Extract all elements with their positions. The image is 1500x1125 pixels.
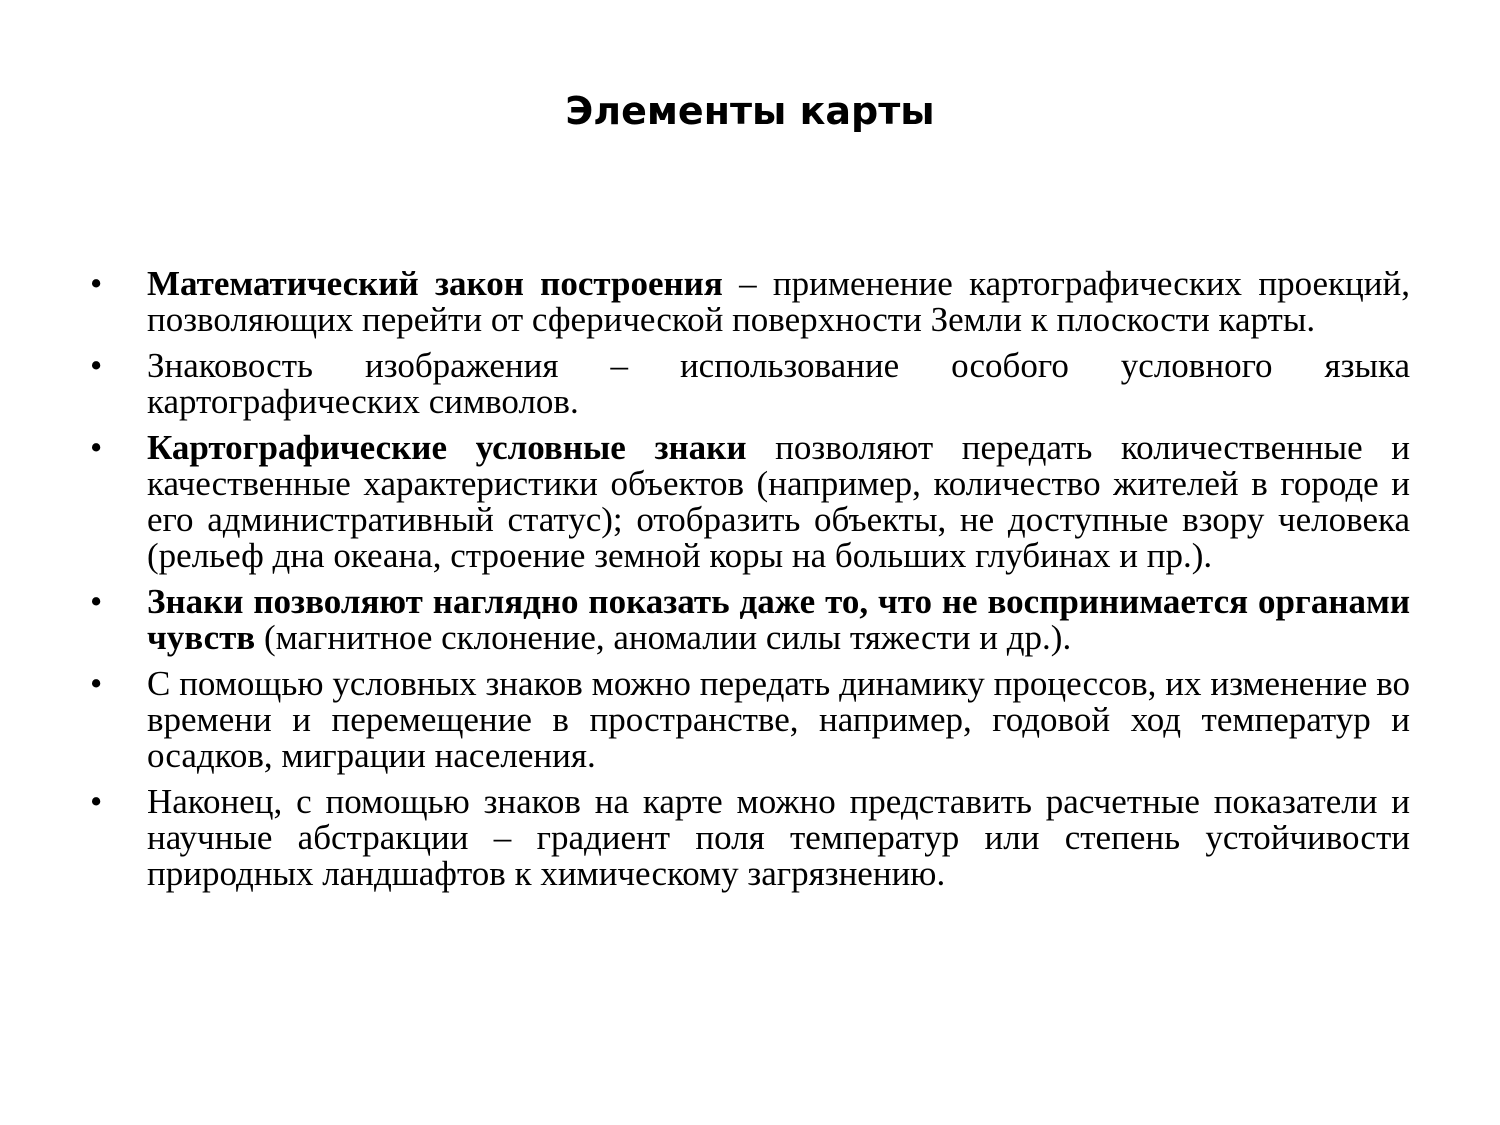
bullet-icon: •: [90, 264, 103, 303]
bullet-text: Наконец, с помощью знаков на карте можно представить расчетные показатели и научные абстракции – градиент поля температур или степень устойчивости природных ландшафтов к химическому загрязнению.: [147, 782, 1410, 893]
bullet-item-conventional-signs: [90, 430, 1410, 574]
bullet-item-dynamics: [90, 666, 1410, 774]
bullet-item-math-law: [90, 266, 1410, 338]
bullet-icon: •: [90, 428, 103, 467]
bullet-bold-text: Математический закон построения: [147, 264, 723, 303]
bullet-text: – применение картографических проекций, позволяющих перейти от сферической поверхности Земли к плоскости карты.: [147, 264, 1410, 339]
bullet-text: (магнитное склонение, аномалии силы тяжести и др.).: [255, 618, 1072, 657]
slide-title: Элементы карты: [565, 89, 935, 133]
bullet-item-sign-nature: [90, 348, 1410, 420]
bullet-bold-text: Знаки позволяют наглядно показать даже то, что не воспринимается органами чувств: [147, 582, 1410, 657]
bullet-icon: •: [90, 346, 103, 385]
bullet-text: Знаковость изображения – использование особого условного языка картографических символов.: [147, 346, 1410, 421]
bullet-list: [90, 266, 1410, 902]
bullet-text: С помощью условных знаков можно передать динамику процессов, их изменение во времени и перемещение в пространстве, например, годовой ход температур и осадков, миграции населения.: [147, 664, 1410, 775]
bullet-icon: •: [90, 664, 103, 703]
bullet-item-abstractions: [90, 784, 1410, 892]
bullet-icon: •: [90, 582, 103, 621]
bullet-icon: •: [90, 782, 103, 821]
bullet-bold-text: Картографические условные знаки: [147, 428, 747, 467]
bullet-text: позволяют передать количественные и качественные характеристики объектов (например, количество жителей в городе и его административный статус); отобразить объекты, не доступные взору человека (рельеф дна океана, строение земной коры на больших глубинах и пр.).: [147, 428, 1411, 575]
bullet-item-invisible-phenomena: [90, 584, 1410, 656]
